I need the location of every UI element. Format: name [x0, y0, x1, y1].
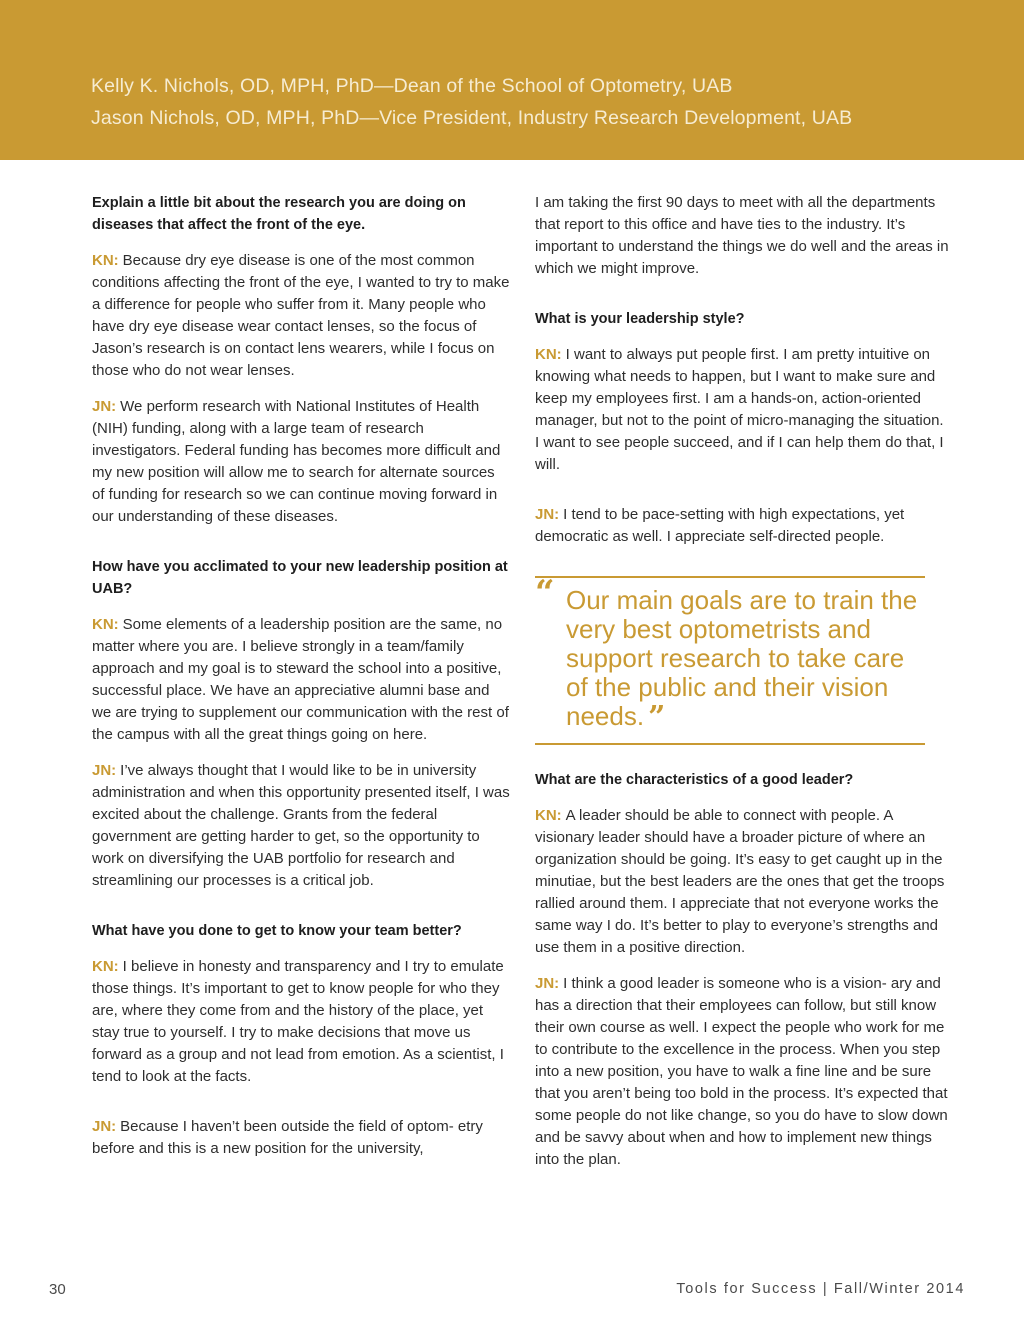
- pull-quote-body: Our main goals are to train the very best optometrists and support research to take care of the public and their vision needs.: [566, 585, 918, 731]
- answer-text: I believe in honesty and transparency and I try to emulate those things. It’s important to get to know people for who they are, where they come from and the history of the place, yet stay true to yourself. I try to make decisions that move us forward as a group and not lead from emotion. As a scientist, I tend to look at the facts.: [92, 958, 504, 1085]
- answer-text: I want to always put people first. I am pretty intuitive on knowing what needs to happen, but I want to make sure and keep my employees first. I am a hands-on, action-oriented manager, but not to the point of micro-managing the situation. I want to see people succeed, and if I can help them do that, I will.: [535, 346, 944, 473]
- question-leadership-style: What is your leadership style?: [535, 311, 745, 327]
- answer-kn-research: [92, 250, 510, 382]
- speaker-label: JN:: [92, 1118, 117, 1135]
- speaker-label: JN:: [92, 398, 117, 415]
- answer-jn-research: [92, 396, 510, 528]
- answer-kn-good-leader: [535, 805, 950, 959]
- answer-text: Some elements of a leadership position are the same, no matter where you are. I believe strongly in a team/family approach and my goal is to steward the school into a positive, successful place. We have an appreciative alumni base and we are trying to supplement our communication with the rest of the campus with all the great things going on here.: [92, 616, 509, 743]
- speaker-label: KN:: [535, 807, 562, 824]
- answer-jn-good-leader: [535, 973, 950, 1171]
- question-research: Explain a little bit about the research you are doing on diseases that affect the front of the eye.: [92, 195, 466, 233]
- page-number: 30: [49, 1281, 66, 1298]
- question-acclimated: How have you acclimated to your new leadership position at UAB?: [92, 559, 508, 597]
- answer-jn-acclimated: [92, 760, 510, 892]
- answer-kn-style: [535, 344, 950, 476]
- answer-text: I’ve always thought that I would like to be in university administration and when this opportunity presented itself, I was excited about the challenge. Grants from the federal government are getting harder to get, so the opportunity to work on diversifying the UAB portfolio for research and streamlining our processes is a critical job.: [92, 762, 510, 889]
- answer-text: Because dry eye disease is one of the most common conditions affecting the front of the eye, I wanted to try to make a difference for people who suffer from it. Many people who have dry eye disease wear contact lenses, so the focus of Jason’s research is on contact lens wearers, while I focus on those who do not wear lenses.: [92, 252, 510, 379]
- speaker-label: KN:: [92, 958, 119, 975]
- answer-jn-team-continued: I am taking the first 90 days to meet with all the departments that report to this office and have ties to the industry. It’s important to understand the things we do well and the areas in which we might improve.: [535, 194, 949, 277]
- answer-text: A leader should be able to connect with people. A visionary leader should have a broader picture of where an organization should be going. It’s easy to get caught up in the minutiae, but the best leaders are the ones that get the troops rallied around them. I appreciate that not everyone works the same way I do. It’s better to play to everyone’s strengths and use them in a positive direction.: [535, 807, 945, 956]
- answer-text: I tend to be pace-setting with high expectations, yet democratic as well. I appreciate self-directed people.: [535, 506, 905, 545]
- answer-text: Because I haven’t been outside the field of optom- etry before and this is a new position for the university,: [92, 1118, 483, 1157]
- answer-text: We perform research with National Institutes of Health (NIH) funding, along with a large team of research investigators. Federal funding has becomes more difficult and my new position will allow me to search for alternate sources of funding for research so we can continue moving forward in our understanding of these diseases.: [92, 398, 501, 525]
- close-quote-icon: ”: [648, 700, 666, 735]
- speaker-label: KN:: [92, 252, 119, 269]
- speaker-label: JN:: [535, 975, 560, 992]
- publication-title: Tools for Success | Fall/Winter 2014: [676, 1281, 965, 1297]
- header-banner: [0, 0, 1024, 160]
- answer-text: I think a good leader is someone who is a vision- ary and has a direction that their employees can follow, but still know their own course as well. I expect the people who work for me to contribute to the excellence in the process. When you step into a new position, you have to walk a fine line and be sure that you aren’t being too bold in the process. It’s expected that some people do not like change, so you do have to slow down and be savvy about when and how to implement new things into the plan.: [535, 975, 948, 1168]
- answer-jn-style: [535, 504, 950, 548]
- speaker-label: JN:: [92, 762, 117, 779]
- right-column: [535, 192, 950, 1185]
- pull-quote-text: [566, 586, 925, 733]
- header-line-kelly: Kelly K. Nichols, OD, MPH, PhD—Dean of the School of Optometry, UAB: [91, 75, 733, 97]
- speaker-label: KN:: [535, 346, 562, 363]
- left-column: [92, 192, 510, 1174]
- header-line-jason: Jason Nichols, OD, MPH, PhD—Vice President, Industry Research Development, UAB: [91, 107, 853, 129]
- open-quote-icon: “: [535, 573, 555, 613]
- answer-kn-acclimated: [92, 614, 510, 746]
- speaker-label: KN:: [92, 616, 119, 633]
- answer-jn-team: [92, 1116, 510, 1160]
- answer-kn-team: [92, 956, 510, 1088]
- question-good-leader: What are the characteristics of a good leader?: [535, 772, 854, 788]
- pull-quote: [535, 573, 925, 745]
- question-team: What have you done to get to know your team better?: [92, 923, 462, 939]
- speaker-label: JN:: [535, 506, 560, 523]
